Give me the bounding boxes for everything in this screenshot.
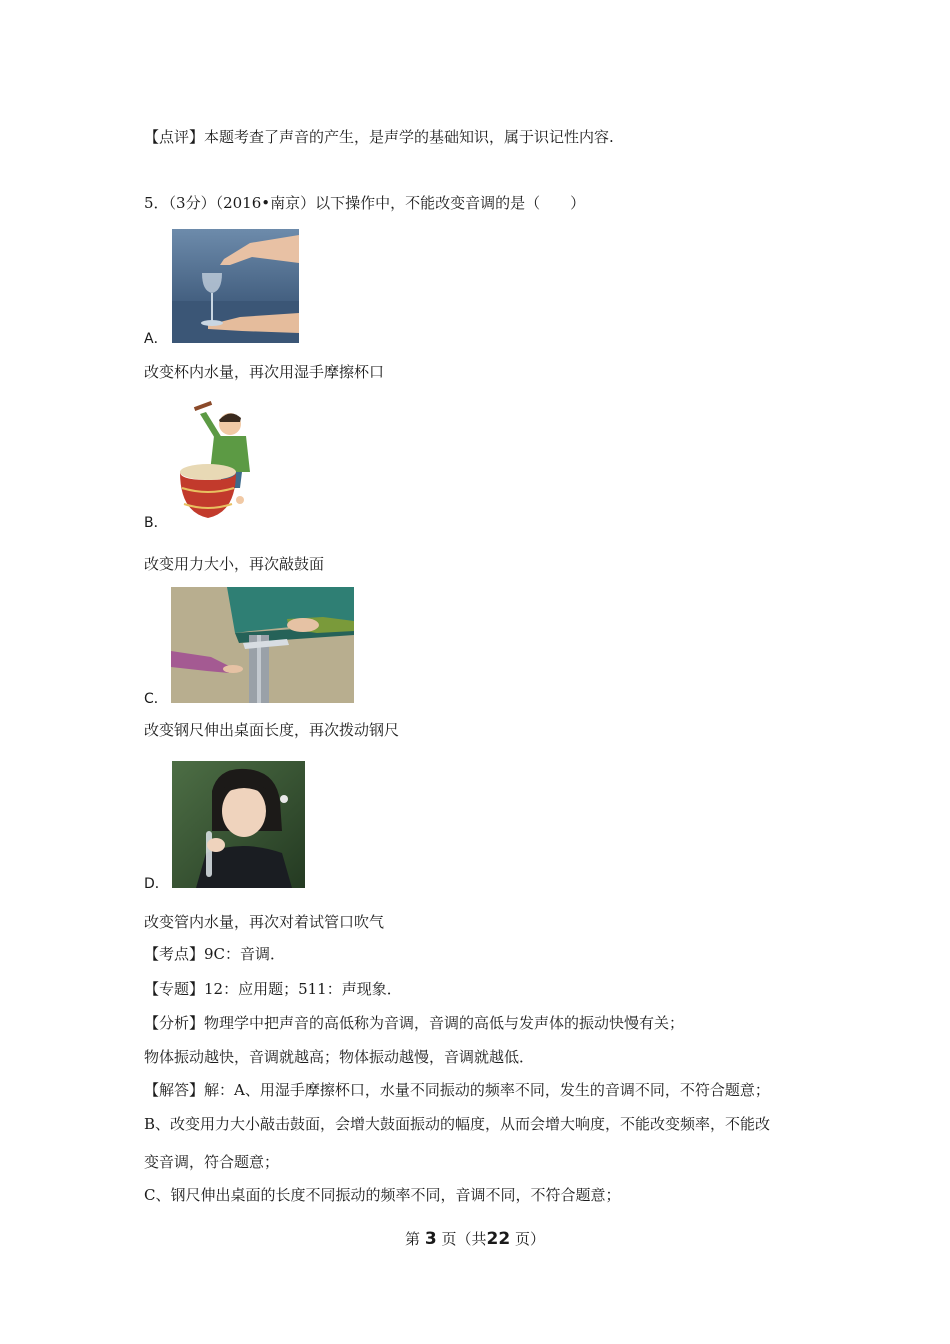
option-b-caption: 改变用力大小，再次敲鼓面 [144, 555, 325, 573]
option-d-testtube-image [172, 761, 305, 888]
jieda-line-4: C、钢尺伸出桌面的长度不同振动的频率不同，音调不同，不符合题意； [144, 1186, 621, 1204]
option-b-letter: B． [144, 515, 168, 531]
footer-middle: 页（共 [441, 1230, 487, 1248]
option-c-letter: C． [144, 691, 168, 707]
kaodian: 【考点】9C：音调． [144, 945, 286, 963]
option-d-caption: 改变管内水量，再次对着试管口吹气 [144, 913, 385, 931]
option-c-ruler-image [171, 587, 354, 703]
zhuanti: 【专题】12：应用题；511：声现象． [144, 980, 402, 998]
option-d-letter: D． [144, 876, 169, 892]
question-stem: 5．（3分）（2016•南京）以下操作中，不能改变音调的是（ ） [144, 194, 586, 212]
footer-prefix: 第 [405, 1230, 421, 1248]
jieda-line-3: 变音调，符合题意； [144, 1153, 280, 1171]
jieda-line-1: 【解答】解：A、用湿手摩擦杯口，水量不同振动的频率不同，发生的音调不同，不符合题意； [144, 1081, 770, 1099]
option-c-caption: 改变钢尺伸出桌面长度，再次拨动钢尺 [144, 721, 400, 739]
footer-page-number: 3 [424, 1229, 437, 1249]
option-a-letter: A． [144, 331, 168, 347]
footer-suffix: 页） [514, 1230, 545, 1248]
fenxi-line-1: 【分析】物理学中把声音的高低称为音调，音调的高低与发声体的振动快慢有关； [144, 1014, 685, 1032]
option-a-glass-image [172, 229, 299, 343]
fenxi-line-2: 物体振动越快，音调就越高；物体振动越慢，音调就越低． [144, 1048, 535, 1066]
jieda-line-2: B、改变用力大小敲击鼓面，会增大鼓面振动的幅度，从而会增大响度，不能改变频率，不能改 [144, 1115, 771, 1133]
footer-total-pages: 22 [486, 1229, 511, 1249]
option-a-caption: 改变杯内水量，再次用湿手摩擦杯口 [144, 363, 385, 381]
page-footer [0, 1228, 950, 1249]
option-b-drum-image [170, 400, 262, 529]
comment-previous: 【点评】本题考查了声音的产生，是声学的基础知识，属于识记性内容. [144, 128, 614, 146]
